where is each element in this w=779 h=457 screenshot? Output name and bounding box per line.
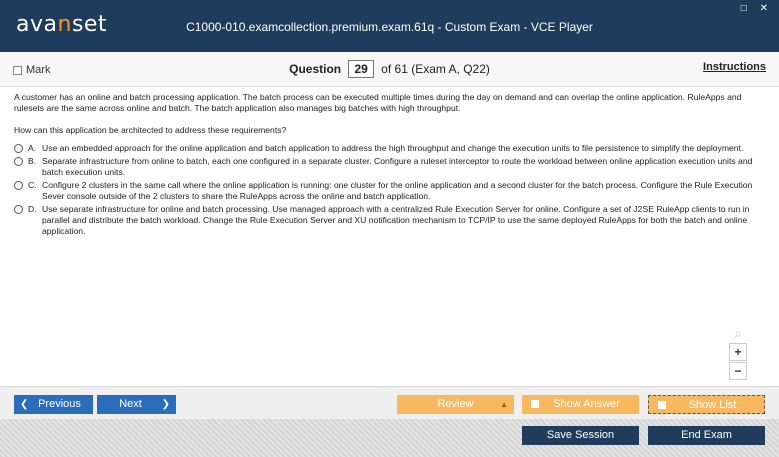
- window-controls[interactable]: □ ✕: [740, 3, 773, 14]
- next-button[interactable]: Next ❯: [97, 395, 176, 414]
- show-answer-button[interactable]: Show Answer: [522, 395, 639, 414]
- question-prompt: How can this application be architected to address these requirements?: [14, 125, 287, 135]
- window-title: C1000-010.examcollection.premium.exam.61q - Custom Exam - VCE Player: [186, 20, 593, 34]
- radio-icon[interactable]: [14, 144, 23, 153]
- save-session-button[interactable]: Save Session: [522, 426, 639, 445]
- option-c[interactable]: C. Configure 2 clusters in the same call where the online application is running: one cluster for the online application and a second cluster for the batch process. Configure the Rule Execution Sever console outside of the 2 clusters to share the RuleApps across the online and batch application.: [14, 180, 766, 202]
- option-d[interactable]: D. Use separate infrastructure for online and batch processing. Use managed approach with a centralized Rule Execution Server for online. Configure a set of J2SE RuleApp clients to run in parallel and distribute the batch workload. Change the Rule Execution Server and XU notification mechanism to TCP/IP to use the same deployed RuleApps for both the batch and online application.: [14, 204, 766, 237]
- radio-icon[interactable]: [14, 157, 23, 166]
- instructions-link[interactable]: Instructions: [703, 61, 766, 73]
- option-b[interactable]: B. Separate infrastructure from online to batch, each one configured in a separate cluster. Configure a ruleset interceptor to route the workload between online application execution units and batch execution units.: [14, 156, 766, 178]
- checkbox-icon: [531, 400, 539, 408]
- question-indicator: [0, 60, 779, 78]
- mark-label: Mark: [26, 64, 51, 76]
- question-label: Question: [289, 62, 342, 76]
- question-number-input[interactable]: 29: [348, 60, 373, 78]
- previous-button[interactable]: ❮ Previous: [14, 395, 93, 414]
- caret-up-icon: ▲: [500, 400, 508, 409]
- zoom-in-button[interactable]: +: [729, 343, 747, 361]
- magnifier-icon: ⌕: [734, 325, 742, 341]
- chevron-left-icon: ❮: [20, 399, 29, 410]
- radio-icon[interactable]: [14, 205, 23, 214]
- zoom-out-button[interactable]: −: [729, 362, 747, 380]
- show-list-button[interactable]: Show List: [648, 395, 765, 414]
- app-logo: avanset: [16, 12, 108, 37]
- question-content: [14, 92, 766, 239]
- radio-icon[interactable]: [14, 181, 23, 190]
- bottom-bar: [0, 419, 779, 457]
- question-text: A customer has an online and batch processing application. The batch process can be executed multiple times during the day on demand and can overlap the online application. RuleApps and rulesets are the same across online and batch. The batch application also manages big batches with high throughput.: [14, 92, 742, 113]
- end-exam-button[interactable]: End Exam: [648, 426, 765, 445]
- navigation-bar: [0, 386, 779, 419]
- checkbox-icon: [658, 401, 666, 409]
- question-count: of 61 (Exam A, Q22): [381, 62, 490, 76]
- review-button[interactable]: Review ▲: [397, 395, 514, 414]
- chevron-right-icon: ❯: [161, 399, 170, 410]
- title-bar: [0, 0, 779, 52]
- option-a[interactable]: A. Use an embedded approach for the online application and batch application to address the high throughput and change the execution units to file persistence to simplify the deployment.: [14, 143, 766, 154]
- question-header-bar: [0, 52, 779, 87]
